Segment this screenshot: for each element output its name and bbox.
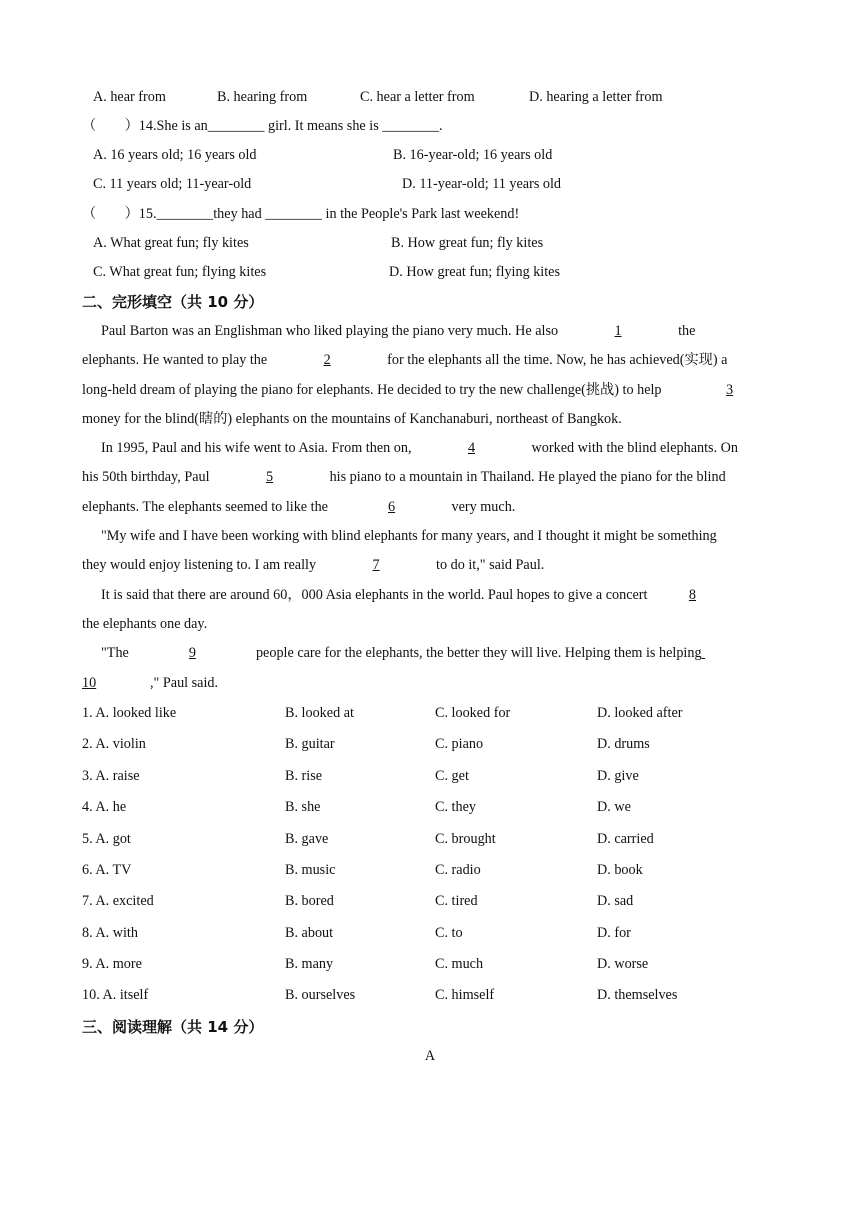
blank-2: 2 bbox=[323, 352, 331, 368]
passage-line: the elephants one day. bbox=[82, 616, 208, 632]
choice-3-d: D. give bbox=[597, 768, 639, 784]
choice-9-d: D. worse bbox=[597, 956, 649, 972]
blank-6: 6 bbox=[387, 499, 396, 515]
choice-8-d: D. for bbox=[597, 925, 631, 941]
choice-1-c: C. looked for bbox=[435, 705, 511, 721]
choice-10-c: C. himself bbox=[435, 987, 495, 1003]
blank-1: 1 bbox=[614, 323, 622, 339]
blank-4: 4 bbox=[467, 440, 476, 456]
q13-option-c: C. hear a letter from bbox=[360, 89, 475, 105]
choice-2-d: D. drums bbox=[597, 736, 650, 752]
choice-10-d: D. themselves bbox=[597, 987, 678, 1003]
choice-6-c: C. radio bbox=[435, 862, 481, 878]
choice-10-b: B. ourselves bbox=[285, 987, 356, 1003]
passage-line: elephants. The elephants seemed to like the 6 very much. bbox=[82, 499, 516, 515]
choice-6-b: B. music bbox=[285, 862, 336, 878]
choice-2-a: 2. A. violin bbox=[82, 736, 146, 752]
blank-7: 7 bbox=[372, 557, 380, 573]
q15-option-d: D. How great fun; flying kites bbox=[389, 264, 561, 280]
q14-stem: （ ）14.She is an________ girl. It means she is ________. bbox=[82, 118, 443, 134]
passage-line: money for the blind(瞎的) elephants on the mountains of Kanchanaburi, northeast of Bangkok. bbox=[82, 411, 622, 427]
choice-4-a: 4. A. he bbox=[82, 799, 127, 815]
choice-6-a: 6. A. TV bbox=[82, 862, 132, 878]
choice-8-a: 8. A. with bbox=[82, 925, 138, 941]
passage-line: long-held dream of playing the piano for elephants. He decided to try the new challenge(挑战) to help 3 bbox=[82, 382, 734, 398]
choice-7-c: C. tired bbox=[435, 893, 478, 909]
choice-9-b: B. many bbox=[285, 956, 334, 972]
choice-3-a: 3. A. raise bbox=[82, 768, 140, 784]
choice-9-a: 9. A. more bbox=[82, 956, 142, 972]
choice-2-c: C. piano bbox=[435, 736, 484, 752]
q13-option-a: A. hear from bbox=[93, 89, 166, 105]
choice-4-b: B. she bbox=[285, 799, 321, 815]
choice-7-b: B. bored bbox=[285, 893, 334, 909]
q14-option-a: A. 16 years old; 16 years old bbox=[93, 147, 257, 163]
passage-line: "My wife and I have been working with blind elephants for many years, and I thought it might be something bbox=[101, 528, 717, 544]
choice-1-a: 1. A. looked like bbox=[82, 705, 177, 721]
passage-line: 10 ," Paul said. bbox=[82, 675, 219, 691]
choice-7-a: 7. A. excited bbox=[82, 893, 154, 909]
choice-1-b: B. looked at bbox=[285, 705, 354, 721]
passage-line: It is said that there are around 60，000 Asia elephants in the world. Paul hopes to give a concert 8 bbox=[101, 586, 737, 604]
passage-line: In 1995, Paul and his wife went to Asia. From then on, 4 worked with the blind elephants. On bbox=[101, 440, 738, 456]
passage-line: Paul Barton was an Englishman who liked playing the piano very much. He also 1 the bbox=[101, 323, 696, 339]
section3-title: 三、阅读理解（共 14 分） bbox=[82, 1018, 264, 1036]
q13-option-b: B. hearing from bbox=[217, 89, 308, 105]
q15-option-a: A. What great fun; fly kites bbox=[93, 235, 249, 251]
blank-10: 10 bbox=[82, 675, 97, 691]
blank-5: 5 bbox=[266, 469, 274, 485]
choice-2-b: B. guitar bbox=[285, 736, 335, 752]
blank-3: 3 bbox=[725, 382, 734, 398]
q14-option-b: B. 16-year-old; 16 years old bbox=[393, 147, 553, 163]
choice-10-a: 10. A. itself bbox=[82, 987, 149, 1003]
choice-8-b: B. about bbox=[285, 925, 334, 941]
section2-title: 二、完形填空（共 10 分） bbox=[82, 293, 264, 311]
q14-option-d: D. 11-year-old; 11 years old bbox=[402, 176, 562, 192]
choice-8-c: C. to bbox=[435, 925, 463, 941]
passage-line: they would enjoy listening to. I am really 7 to do it," said Paul. bbox=[82, 557, 545, 573]
reading-part-label: A bbox=[424, 1048, 436, 1064]
q15-option-c: C. What great fun; flying kites bbox=[93, 264, 267, 280]
q14-option-c: C. 11 years old; 11-year-old bbox=[93, 176, 252, 192]
passage-line: elephants. He wanted to play the 2 for the elephants all the time. Now, he has achieved(实现) a bbox=[82, 352, 728, 368]
choice-3-c: C. get bbox=[435, 768, 469, 784]
passage-line: "The 9 people care for the elephants, the better they will live. Helping them is helping bbox=[101, 645, 702, 661]
q13-option-d: D. hearing a letter from bbox=[529, 89, 663, 105]
blank-9: 9 bbox=[188, 645, 196, 661]
blank-8: 8 bbox=[688, 587, 697, 603]
choice-9-c: C. much bbox=[435, 956, 484, 972]
choice-4-c: C. they bbox=[435, 799, 476, 815]
passage-line: his 50th birthday, Paul 5 his piano to a mountain in Thailand. He played the piano for the blind bbox=[82, 469, 726, 485]
choice-1-d: D. looked after bbox=[597, 705, 683, 721]
choice-4-d: D. we bbox=[597, 799, 631, 815]
choice-6-d: D. book bbox=[597, 862, 643, 878]
choice-7-d: D. sad bbox=[597, 893, 634, 909]
q15-option-b: B. How great fun; fly kites bbox=[391, 235, 544, 251]
q15-stem: （ ）15.________they had ________ in the People's Park last weekend! bbox=[82, 206, 520, 222]
choice-5-c: C. brought bbox=[435, 831, 496, 847]
choice-5-b: B. gave bbox=[285, 831, 329, 847]
choice-5-d: D. carried bbox=[597, 831, 654, 847]
choice-3-b: B. rise bbox=[285, 768, 323, 784]
choice-5-a: 5. A. got bbox=[82, 831, 131, 847]
